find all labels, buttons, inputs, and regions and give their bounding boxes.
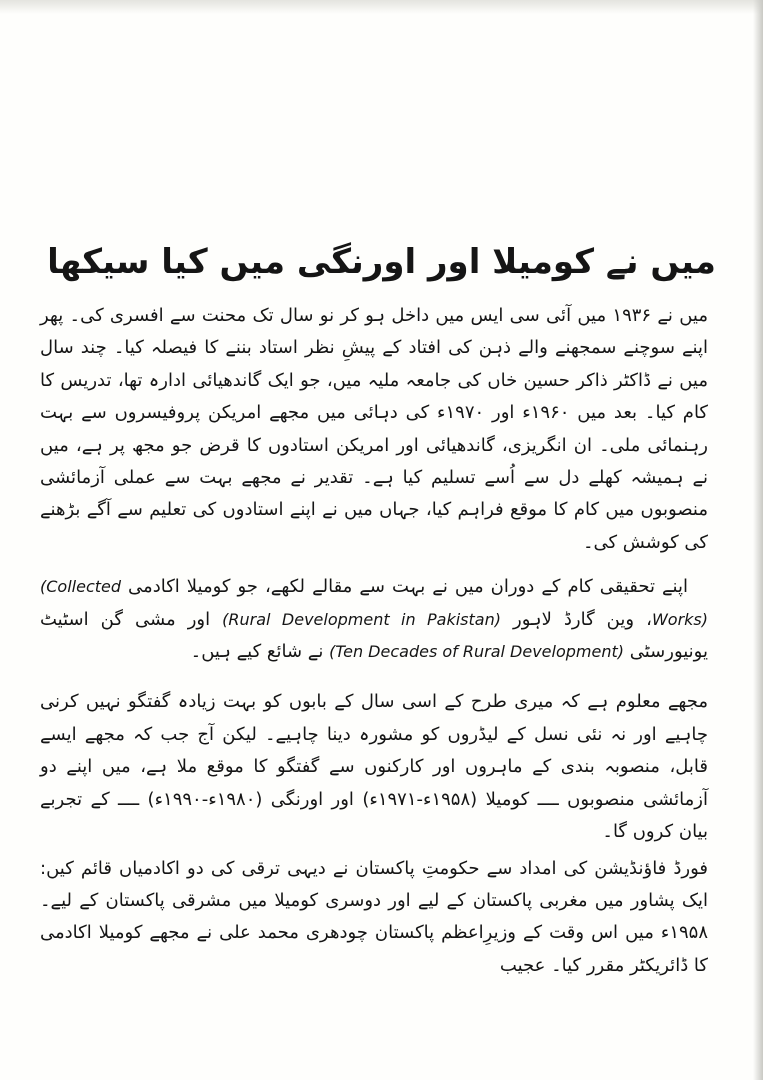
document-body [40, 300, 708, 982]
page-title: میں نے کومیلا اور اورنگی میں کیا سیکھا [47, 241, 716, 282]
paragraph-1: میں نے ۱۹۳۶ میں آئی سی ایس میں داخل ہو کر نو سال تک محنت سے افسری کی۔ پھر اپنے سوچنے سمجھنے والے ذہن کی افتاد کے پیشِ نظر استاد بننے کا فیصلہ کیا۔ چند سال میں نے ڈاکٹر ذاکر حسین خاں کی جامعہ ملیہ میں، جو ایک گاندھیائی ادارہ تھا، تدریس کا کام کیا۔ بعد میں ۱۹۶۰ء اور ۱۹۷۰ء کی دہائی میں مجھے امریکن پروفیسروں سے بہت رہنمائی ملی۔ ان انگریزی، گاندھیائی اور امریکن استادوں کا قرض جو مجھ پر ہے، میں نے ہمیشہ کھلے دل سے اُسے تسلیم کیا ہے۔ تقدیر نے مجھے بہت سے عملی آزمائشی منصوبوں میں کام کا موقع فراہم کیا، جہاں میں نے اپنے استادوں کی تعلیم سے آگے بڑھنے کی کوشش کی۔ [40, 305, 709, 553]
scan-edge-shadow [753, 0, 763, 1080]
paragraph-2-text-c: اور مشی گن اسٹیٹ یونیورسٹی [40, 608, 708, 663]
rural-development-in-pakistan-title: (Rural Development in Pakistan) [222, 609, 501, 629]
ten-decades-title: (Ten Decades of Rural Development) [329, 642, 624, 662]
collected-works-title: (Collected Works) [40, 577, 708, 629]
paragraph-4: فورڈ فاؤنڈیشن کی امداد سے حکومتِ پاکستان نے دیہی ترقی کی دو اکادمیاں قائم کیں: ایک پشاور میں مغربی پاکستان کے لیے اور دوسری کومیلا میں مشرقی پاکستان کے لیے۔ ۱۹۵۸ء میں اس وقت کے وزیرِاعظم پاکستان چودھری محمد علی نے مجھے کومیلا اکادمی کا ڈائریکٹر مقرر کیا۔ عجیب [40, 857, 708, 976]
paragraph-3: مجھے معلوم ہے کہ میری طرح کے اسی سال کے بابوں کو بہت زیادہ گفتگو نہیں کرنی چاہیے اور نہ نئی نسل کے لیڈروں کو مشورہ دینا چاہیے۔ لیکن آج جب کہ مجھے ایسے قابل، منصوبہ بندی کے ماہروں اور کارکنوں سے گفتگو کا موقع ملا ہے، میں اپنے دو آزمائشی منصوبوں ــــ کومیلا (۱۹۵۸ء-۱۹۷۱ء) اور اورنگی (۱۹۸۰ء-۱۹۹۰ء) ــــ کے تجربے بیان کروں گا۔ [40, 691, 708, 843]
paragraph-2-text-b: ، وین گارڈ لاہور [513, 608, 652, 630]
scan-top-shade [0, 0, 763, 14]
paragraph-2 [40, 571, 708, 668]
paragraph-2-text-d: نے شائع کیے ہیں۔ [190, 641, 324, 663]
paragraph-2-text-a: اپنے تحقیقی کام کے دوران میں نے بہت سے مقالے لکھے، جو کومیلا اکادمی [128, 576, 688, 598]
